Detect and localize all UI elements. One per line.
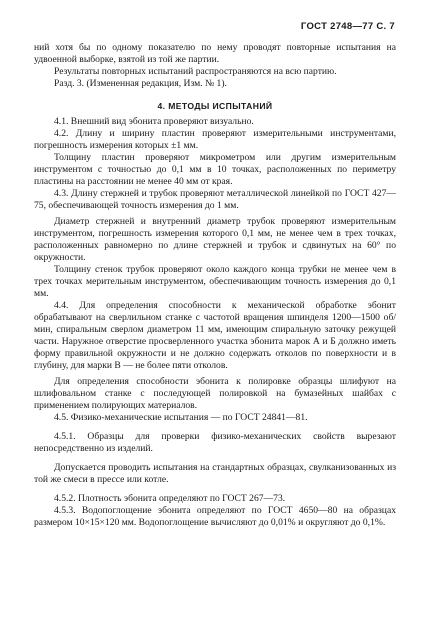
paragraph-4-2-thickness: Толщину пластин проверяют микрометром или другим измерительным инструментом с точностью до 0,1 мм в 10 точках, расположенных по периметру пластины на расстоянии не менее 40 мм от края. — [34, 152, 396, 187]
paragraph-4-3-wall: Толщину стенок трубок проверяют около каждого конца трубки не менее чем в трех точках мерительным инструментом, обеспечивающим точность измерения до 0,1 мм. — [34, 264, 396, 299]
paragraph-4-5: 4.5. Физико-механические испытания — по ГОСТ 24841—81. — [54, 412, 308, 423]
paragraph-4-3-diameter: Диаметр стержней и внутренний диаметр трубок проверяют измерительным инструментом, погрешность измерения которого 0,1 мм, не менее чем в трех точках, расположенных равномерно по длине стержней и трубок и сдвинутых на 60° по окружности. — [34, 216, 396, 263]
paragraph-intro-results: Результаты повторных испытаний распространяются на всю партию. — [54, 66, 337, 77]
paragraph-4-4: 4.4. Для определения способности к механической обработке эбонит обрабатывают на сверлильном станке с частотой вращения шпинделя 1200—1500 об/мин, спиральным сверлом диаметром 11 мм, имеющим спиральную заточку режущей части. Наружное отверстие просверленного участка эбонита марок А и Б должно иметь форму правильной окружности и не должно содержать отколов по поверхности и в глубину, для марки В — не более пяти отколов. — [34, 300, 396, 371]
paragraph-4-4-polishing: Для определения способности эбонита к полировке образцы шлифуют на шлифовальном станке с последующей полировкой на бумазейных шайбах с применением полирующих материалов. — [34, 376, 396, 411]
paragraph-4-5-3: 4.5.3. Водопоглощение эбонита определяют по ГОСТ 4650—80 на образцах размером 10×15×120 мм. Водопоглощение вычисляют до 0,01% и округляют до 0,1%. — [34, 505, 396, 528]
paragraph-4-3: 4.3. Длину стержней и трубок проверяют металлической линейкой по ГОСТ 427—75, обеспечивающей точность измерения до 1 мм. — [34, 188, 396, 211]
paragraph-4-2: 4.2. Длину и ширину пластин проверяют измерительными инструментами, погрешность измерения которых ±1 мм. — [34, 128, 396, 151]
section-title: 4. МЕТОДЫ ИСПЫТАНИЙ — [157, 101, 273, 111]
paragraph-4-1: 4.1. Внешний вид эбонита проверяют визуально. — [54, 116, 254, 127]
document-body — [34, 42, 396, 529]
paragraph-intro-continuation: ний хотя бы по одному показателю по нему проводят повторные испытания на удвоенной выборке, взятой из той же партии. — [34, 42, 396, 65]
paragraph-amendment-note: Разд. 3. (Измененная редакция, Изм. № 1). — [54, 78, 227, 89]
paragraph-4-5-1-standard: Допускается проводить испытания на стандартных образцах, свулканизованных из той же смеси в прессе или котле. — [34, 462, 396, 485]
paragraph-4-5-2: 4.5.2. Плотность эбонита определяют по ГОСТ 267—73. — [54, 493, 286, 504]
paragraph-4-5-1: 4.5.1. Образцы для проверки физико-механических свойств вырезают непосредственно из изделий. — [34, 431, 396, 454]
page-header: ГОСТ 2748—77 С. 7 — [300, 21, 395, 32]
